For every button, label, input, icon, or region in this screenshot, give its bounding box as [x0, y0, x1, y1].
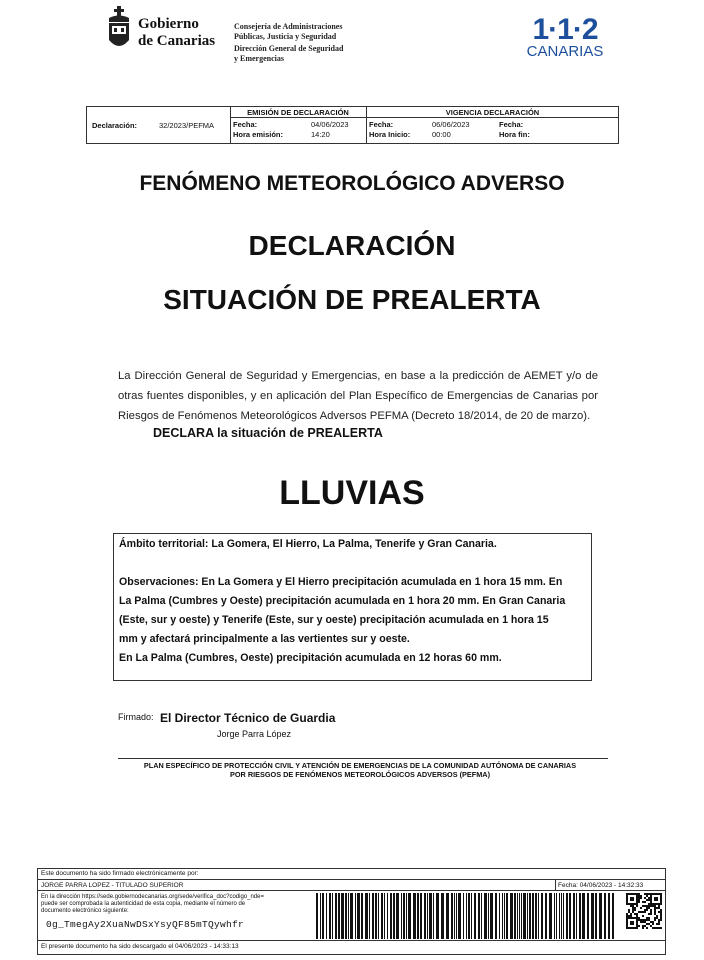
footer-fecha: Fecha: 04/06/2023 - 14:32:33: [558, 882, 644, 889]
logo-112-number: 1·1·2: [532, 13, 598, 46]
title-fenomeno: FENÓMENO METEOROLÓGICO ADVERSO: [139, 172, 565, 195]
vigencia-header: VIGENCIA DECLARACIÓN: [445, 108, 540, 117]
vigencia-fecha-label: Fecha:: [369, 120, 394, 129]
hora-inicio-value: 00:00: [432, 130, 451, 139]
emision-fecha-value: 04/06/2023: [311, 120, 349, 129]
footer-descarga: El presente documento ha sido descargado el 04/06/2023 - 14:33:13: [41, 943, 239, 950]
documento-codigo: 0g_TmegAy2XuaNwDSxYsyQF85mTQywhfr: [46, 919, 245, 930]
firmante-nombre: Jorge Parra López: [217, 729, 292, 739]
logo-112-text: CANARIAS: [526, 43, 604, 60]
hora-inicio-label: Hora Inicio:: [369, 130, 411, 139]
gobierno-logo-text: [138, 16, 215, 50]
firmante-cargo: El Director Técnico de Guardia: [160, 711, 336, 725]
footer-firmante: JORGE PARRA LOPEZ - TITULADO SUPERIOR: [41, 882, 184, 889]
firmado-label: Firmado:: [118, 712, 154, 722]
divider: [118, 758, 608, 759]
signature-footer: [37, 868, 666, 955]
verif-line3: documento electrónico siguiente:: [41, 908, 129, 914]
coat-of-arms-icon: [106, 6, 132, 52]
footer-verificacion: [41, 894, 264, 915]
plan-line2: POR RIESGOS DE FENÓMENOS METEOROLÓGICOS ADVERSOS (PEFMA): [229, 770, 490, 779]
qr-code-icon: [626, 893, 662, 929]
verif-line1: En la dirección https://sede.gobiernodecanarias.org/sede/verifica_doc?codigo_nde=: [41, 894, 264, 900]
observaciones-line3: (Este, sur y oeste) y Tenerife (Este, sur y oeste) precipitación acumulada en 1 hora 15: [119, 614, 549, 626]
plan-text: [100, 761, 620, 779]
observaciones-line1: Observaciones: En La Gomera y El Hierro precipitación acumulada en 1 hora 15 mm. En: [119, 576, 563, 588]
barcode-icon: [316, 893, 616, 939]
plan-line1: PLAN ESPECÍFICO DE PROTECCIÓN CIVIL Y ATENCIÓN DE EMERGENCIAS DE LA COMUNIDAD AUTÓNOMA DE CANARIAS: [143, 761, 577, 770]
gob-line2: de Canarias: [138, 33, 216, 49]
phenomenon-title: LLUVIAS: [279, 474, 425, 512]
observaciones-line4: mm y afectará principalmente a las vertientes sur y oeste.: [119, 633, 410, 645]
title-declaracion: DECLARACIÓN: [248, 230, 456, 261]
declaracion-label: Declaración:: [92, 121, 138, 130]
hora-emision-label: Hora emisión:: [233, 130, 284, 139]
verif-line2: puede ser comprobada la autenticidad de esta copia, mediante el número de: [41, 901, 246, 907]
direccion-line1: Dirección General de Seguridad: [234, 44, 344, 53]
vigencia-fecha-value: 06/06/2023: [432, 120, 470, 129]
consejeria-line1: Consejería de Administraciones: [234, 22, 343, 31]
logo-112-canarias: [520, 14, 610, 60]
fin-fecha-label: Fecha:: [499, 120, 524, 129]
observations-box: [113, 533, 592, 681]
footer-firmado-por: Este documento ha sido firmado electrónicamente por:: [41, 870, 199, 877]
declaration-table: [86, 106, 619, 144]
observaciones-line5: En La Palma (Cumbres, Oeste) precipitación acumulada en 12 horas 60 mm.: [119, 652, 502, 664]
emision-fecha-label: Fecha:: [233, 120, 258, 129]
body-paragraph: La Dirección General de Seguridad y Emergencias, en base a la predicción de AEMET y/o de otras fuentes disponibles, y en aplicación del Plan Específico de Emergencias de Canarias por Riesgos de Fenómenos Meteorológicos Adversos PEFMA (Decreto 18/2014, de 20 de marzo).: [118, 370, 598, 422]
gob-line1: Gobierno: [138, 16, 199, 32]
title-situacion: SITUACIÓN DE PREALERTA: [163, 284, 541, 315]
consejeria-line2: Públicas, Justicia y Seguridad: [234, 32, 337, 41]
hora-fin-label: Hora fin:: [499, 130, 530, 139]
declaracion-value: 32/2023/PEFMA: [159, 121, 215, 130]
declara-statement: DECLARA la situación de PREALERTA: [153, 426, 383, 440]
direccion-line2: y Emergencias: [234, 54, 284, 63]
ambito-territorial: Ámbito territorial: La Gomera, El Hierro, La Palma, Tenerife y Gran Canaria.: [119, 538, 497, 550]
emision-header: EMISIÓN DE DECLARACIÓN: [247, 108, 349, 117]
observaciones-line2: La Palma (Cumbres y Oeste) precipitación acumulada en 1 hora 20 mm. En Gran Canaria: [119, 595, 566, 607]
consejeria-text: [234, 22, 343, 64]
hora-emision-value: 14:20: [311, 130, 330, 139]
